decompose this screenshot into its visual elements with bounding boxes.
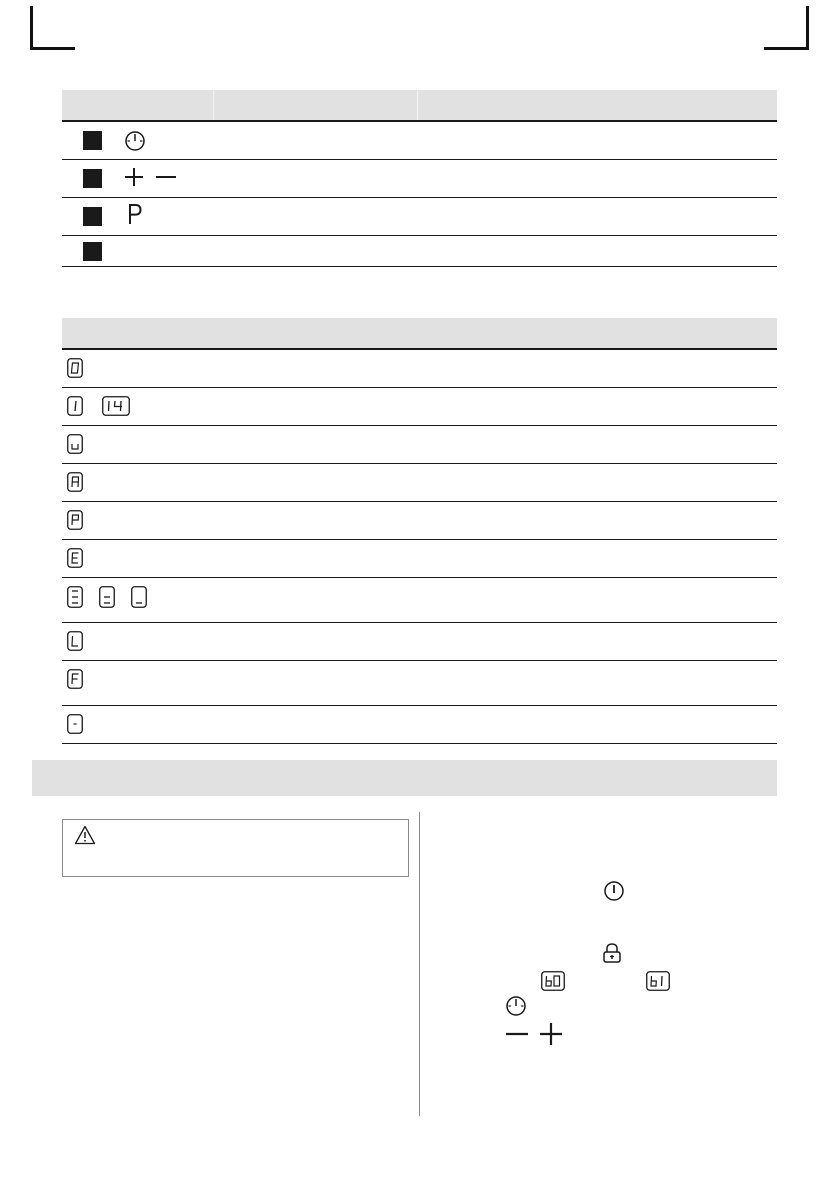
plus-icon [539, 1022, 563, 1046]
table-row [62, 122, 777, 160]
table-row [62, 540, 777, 578]
section-heading-bar [32, 760, 777, 796]
display-e-icon [67, 548, 83, 568]
table-row [62, 661, 777, 706]
display-b1-icon [646, 971, 670, 991]
black-square [83, 131, 102, 150]
display-1-icon [67, 396, 83, 416]
p-symbol-icon [128, 203, 142, 225]
three-bars-icon [67, 586, 83, 608]
lock-icon [602, 942, 622, 964]
black-square [83, 207, 102, 226]
crop-mark [30, 6, 33, 50]
black-square [83, 242, 102, 261]
clock-icon [124, 130, 146, 152]
display-a-icon [67, 472, 83, 492]
display-u-icon [67, 434, 83, 454]
display-14-icon [102, 396, 130, 416]
table-row [62, 350, 777, 388]
table-row [62, 426, 777, 464]
minus-icon [505, 1024, 529, 1044]
power-icon [603, 880, 625, 902]
display-f-icon [67, 669, 83, 689]
crop-mark [764, 47, 809, 50]
warning-triangle-icon [74, 825, 96, 845]
display-dash-icon [67, 714, 83, 734]
table-header [62, 318, 777, 350]
clock-icon [505, 995, 527, 1017]
warning-box [62, 819, 409, 877]
table-row [62, 706, 777, 744]
table-header [62, 90, 777, 122]
plus-icon [124, 167, 144, 187]
table-row [62, 464, 777, 502]
table-row [62, 502, 777, 540]
crop-mark [806, 6, 809, 50]
minus-icon [155, 167, 177, 187]
display-l-icon [67, 631, 83, 651]
table-row [62, 160, 777, 198]
table-row [62, 236, 777, 267]
display-b0-icon [541, 971, 565, 991]
table-row [62, 198, 777, 236]
display-0-icon [67, 358, 83, 378]
displays-table [62, 318, 777, 744]
controls-table [62, 90, 777, 267]
black-square [83, 169, 102, 188]
crop-mark [30, 47, 75, 50]
two-bars-icon [99, 586, 115, 608]
one-bar-icon [131, 586, 147, 608]
table-row [62, 388, 777, 426]
display-p-icon [67, 510, 83, 530]
table-row [62, 623, 777, 661]
table-row [62, 578, 777, 623]
column-divider [419, 812, 420, 1116]
